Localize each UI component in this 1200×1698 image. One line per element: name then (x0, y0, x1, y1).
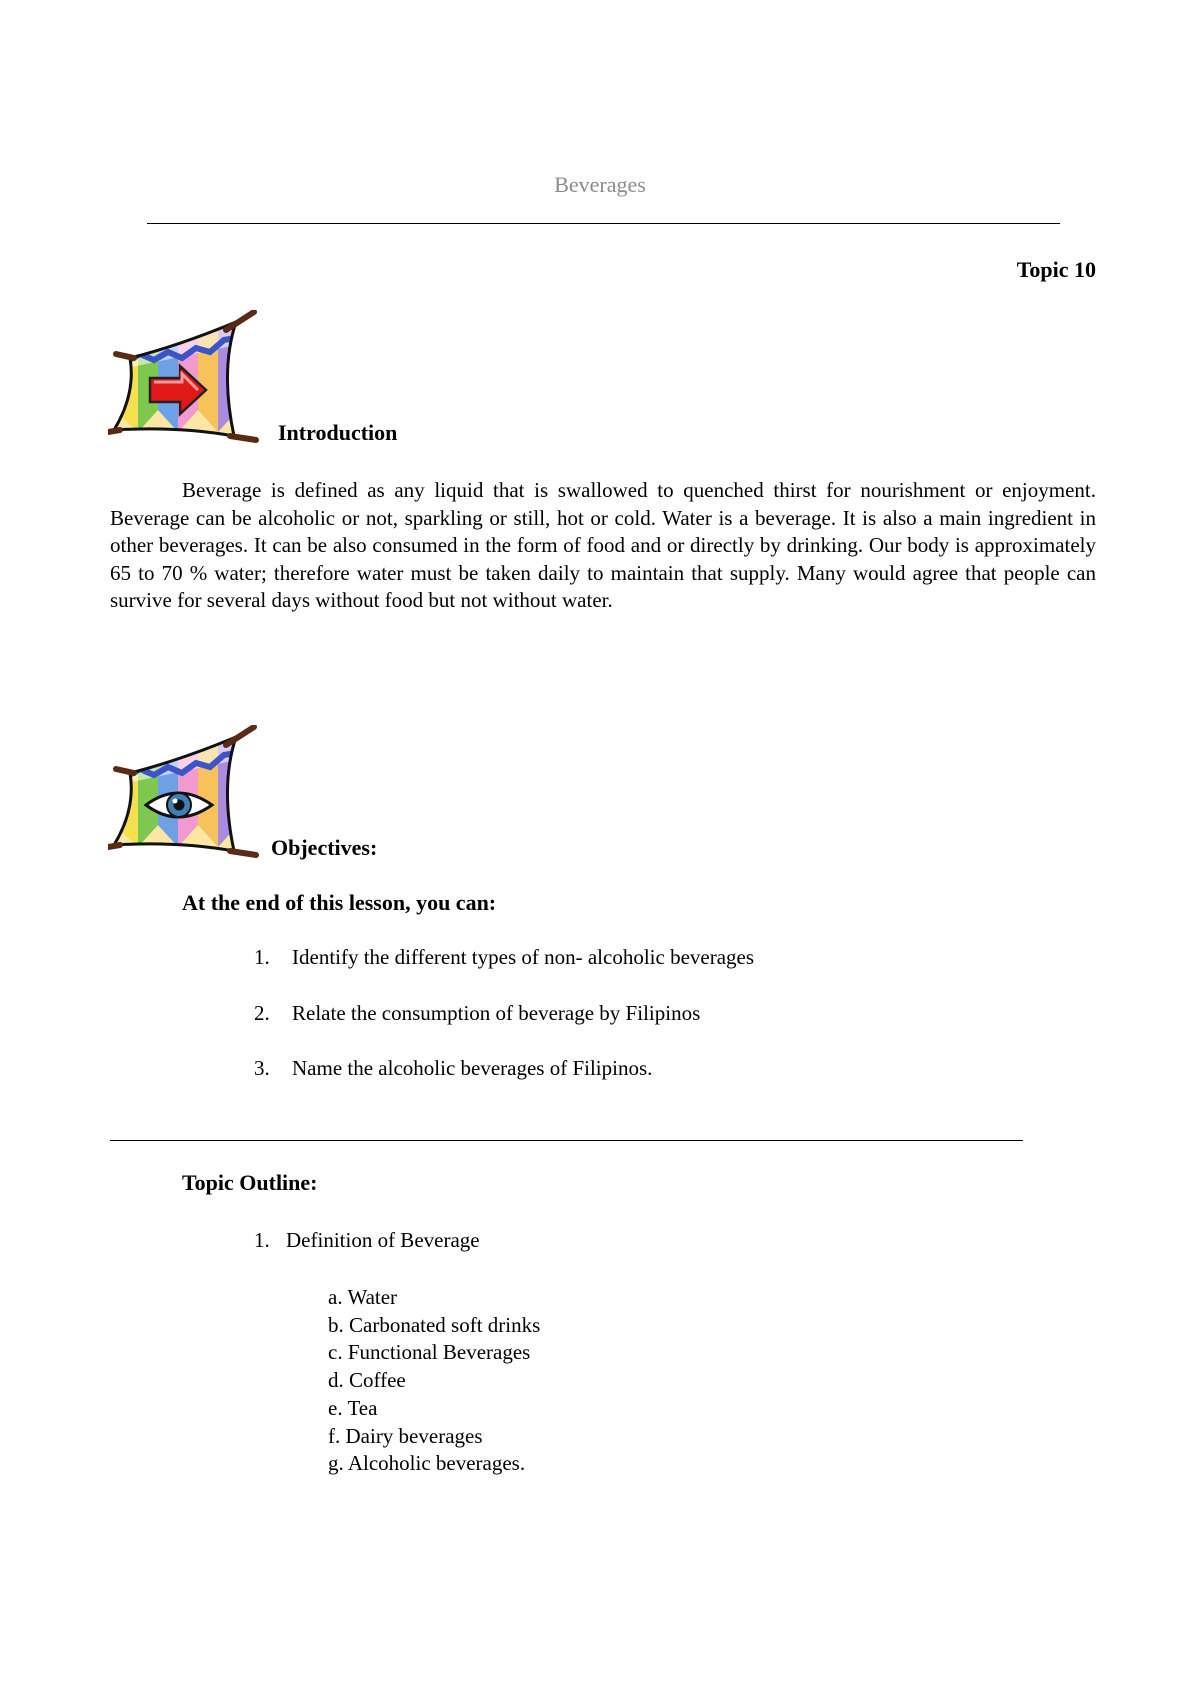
page-header-title: Beverages (554, 172, 646, 197)
outline-sublist (328, 1284, 540, 1478)
objective-text: Name the alcoholic beverages of Filipinos. (292, 1056, 653, 1080)
section-divider (110, 1140, 1023, 1141)
objective-number: 1. (254, 945, 270, 969)
introduction-heading: Introduction (278, 420, 398, 445)
header-divider (147, 223, 1060, 224)
objective-item (254, 945, 754, 1001)
arrow-banner-icon (108, 310, 260, 446)
outline-item-number: 1. (254, 1228, 270, 1252)
outline-item-text: Definition of Beverage (286, 1228, 480, 1252)
objective-number: 3. (254, 1056, 270, 1080)
introduction-paragraph: Beverage is defined as any liquid that is swallowed to quenched thirst for nourishment or enjoyment. Beverage can be alcoholic or not, sparkling or still, hot or cold. Water is a beverage. It is also a main ingredient in other beverages. It can be also consumed in the form of food and or directly by drinking. Our body is approximately 65 to 70 % water; therefore water must be taken daily to maintain that supply. Many would agree that people can survive for several days without food but not without water. (110, 478, 1096, 613)
outline-subitem: e. Tea (328, 1395, 378, 1420)
eye-banner-icon (108, 725, 260, 861)
outline-subitem: b. Carbonated soft drinks (328, 1312, 541, 1337)
objective-text: Identify the different types of non- alcoholic beverages (292, 945, 755, 969)
objective-number: 2. (254, 1000, 270, 1025)
outline-subitem: d. Coffee (328, 1368, 406, 1393)
objective-item (254, 1001, 754, 1057)
outline-subitem: f. Dairy beverages (328, 1423, 483, 1448)
objective-text: Relate the consumption of beverage by Filipinos (292, 1000, 701, 1025)
outline-subitem: a. Water (328, 1285, 398, 1309)
objectives-lead: At the end of this lesson, you can: (182, 890, 497, 915)
topic-number-label: Topic 10 (1016, 257, 1096, 282)
outline-subitem: c. Functional Beverages (328, 1340, 531, 1365)
objectives-list (254, 945, 754, 1112)
objectives-heading: Objectives: (271, 835, 378, 860)
topic-outline-heading: Topic Outline: (182, 1170, 318, 1195)
objective-item (254, 1056, 754, 1112)
outline-subitem: g. Alcoholic beverages. (328, 1451, 526, 1476)
outline-item (254, 1228, 480, 1253)
